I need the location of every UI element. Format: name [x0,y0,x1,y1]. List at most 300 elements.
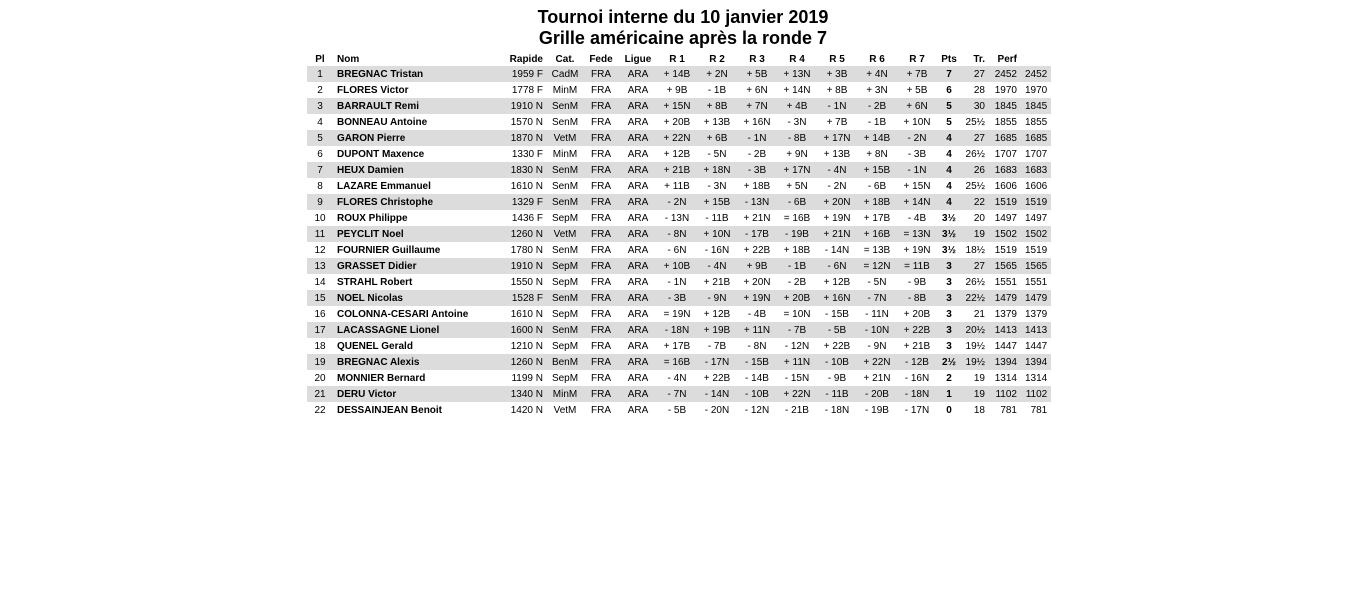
cell-round-3: + 7N [737,98,777,114]
cell-round-7: = 11B [897,258,937,274]
cell-round-7: - 2N [897,130,937,146]
header-round-7: R 7 [909,53,925,65]
cell-round-7: - 3B [907,148,927,160]
cell-performance-2: 1565 [1021,258,1051,274]
cell-rating: 1610 N [510,308,543,320]
cell-category: SenM [551,244,579,256]
cell-round-3: + 6N [746,84,768,96]
cell-league: ARA [627,180,649,192]
cell-round-1: + 17B [663,340,691,352]
cell-round-1: + 11B [664,180,690,192]
cell-performance: 1379 [994,308,1017,320]
cell-round-4: + 13N [777,66,817,82]
cell-category: SenM [547,290,583,306]
cell-tiebreak: 19½ [965,340,985,352]
page-header [0,7,1366,49]
cell-round-2: + 2N [697,66,737,82]
header-round-3: R 3 [749,53,765,65]
cell-league: ARA [619,130,657,146]
table-row [307,354,1051,370]
cell-round-3: - 10B [737,386,777,402]
cell-federation: FRA [591,308,611,320]
cell-performance-2: 1855 [1025,116,1048,128]
cell-round-3: - 8N [747,340,767,352]
table-row [307,114,1051,130]
cell-rank: 4 [317,116,323,128]
header-round-6: R 6 [869,53,885,65]
cell-rank: 1 [307,66,333,82]
cell-round-4: - 8B [777,130,817,146]
cell-performance-2: 1447 [1025,340,1048,352]
header-rating: Rapide [509,53,543,65]
cell-rank: 3 [307,98,333,114]
cell-rank: 20 [314,372,326,384]
table-row [307,338,1051,354]
cell-round-5: - 4N [817,162,857,178]
cell-federation: FRA [591,212,611,224]
cell-rank: 6 [317,148,323,160]
cell-name: FLORES Christophe [333,194,499,210]
cell-rating: 1436 F [511,212,543,224]
cell-league: ARA [627,212,649,224]
cell-performance-2: 1683 [1021,162,1051,178]
cell-round-4: + 20B [777,290,817,306]
cell-points: 3 [946,340,952,352]
cell-performance: 1447 [994,340,1017,352]
cell-points: 3 [946,276,952,288]
cell-league: ARA [627,404,649,416]
cell-round-3: - 2B [747,148,767,160]
cell-category: SenM [547,162,583,178]
cell-round-2: - 3N [707,180,727,192]
table-row [307,66,1051,82]
cell-performance-2: 1413 [1021,322,1051,338]
cell-round-1: + 12B [663,148,691,160]
header-performance-2 [1021,52,1051,66]
cell-round-3: + 11N [737,322,777,338]
cell-rank: 18 [314,340,326,352]
cell-rank: 2 [317,84,323,96]
cell-round-7: - 12B [897,354,937,370]
cell-round-4: - 6B [777,194,817,210]
cell-rank: 5 [307,130,333,146]
cell-performance-2: 2452 [1021,66,1051,82]
table-row [307,178,1051,194]
cell-round-7: - 9B [907,276,927,288]
header-performance: Perf [997,53,1017,65]
cell-rating: 1329 F [499,194,547,210]
cell-league: ARA [627,84,649,96]
cell-performance-2: 1519 [1021,194,1051,210]
cell-round-7: + 15N [903,180,931,192]
cell-round-6: - 10N [857,322,897,338]
cell-rank: 10 [314,212,326,224]
cell-name: ROUX Philippe [337,212,408,224]
cell-rank: 12 [314,244,326,256]
cell-tiebreak: 19 [961,226,989,242]
cell-rating: 1199 N [511,372,543,384]
cell-tiebreak: 22 [961,194,989,210]
cell-name: LACASSAGNE Lionel [333,322,499,338]
cell-federation: FRA [591,340,611,352]
cell-round-4: - 12N [784,340,810,352]
cell-category: SepM [547,258,583,274]
cell-round-5: + 19N [823,212,851,224]
cell-points: 4 [946,180,952,192]
cell-performance-2: 1551 [1025,276,1048,288]
cell-rating: 1610 N [510,180,543,192]
cell-round-1: + 10B [657,258,697,274]
cell-league: ARA [627,340,649,352]
cell-performance-2: 1606 [1025,180,1048,192]
cell-round-4: + 22N [777,386,817,402]
cell-points: 3½ [942,212,956,224]
cell-rating: 1260 N [499,354,547,370]
cell-round-3: + 5B [737,66,777,82]
cell-round-5: + 17N [817,130,857,146]
cell-category: SepM [551,212,579,224]
cell-round-1: + 21B [657,162,697,178]
cell-name: QUENEL Gerald [337,340,413,352]
cell-name: COLONNA-CESARI Antoine [337,308,469,320]
cell-tiebreak: 19 [973,372,985,384]
table-row [307,402,1051,418]
cell-points: 0 [946,404,952,416]
cell-round-6: - 20B [857,386,897,402]
cell-performance: 1519 [994,244,1017,256]
cell-round-2: - 7B [707,340,727,352]
cell-round-7: - 1N [897,162,937,178]
standings-body [307,66,1051,418]
cell-performance: 1314 [994,372,1017,384]
cell-round-2: + 15B [697,194,737,210]
cell-round-3: + 22B [743,244,771,256]
cell-federation: FRA [583,98,619,114]
table-row [307,386,1051,402]
cell-points: 4 [937,162,961,178]
cell-round-5: + 22B [823,340,851,352]
cell-points: 3 [946,308,952,320]
cell-tiebreak: 26 [961,162,989,178]
cell-tiebreak: 26½ [965,148,985,160]
cell-round-3: - 13N [737,194,777,210]
cell-tiebreak: 25½ [965,180,985,192]
cell-category: SenM [547,194,583,210]
cell-points: 4 [937,130,961,146]
cell-federation: FRA [583,290,619,306]
cell-tiebreak: 21 [973,308,985,320]
cell-round-7: + 5B [906,84,928,96]
cell-performance-2: 1502 [1021,226,1051,242]
cell-category: CadM [547,66,583,82]
cell-round-6: - 6B [867,180,887,192]
cell-round-1: - 18N [657,322,697,338]
cell-performance-2: 1314 [1025,372,1048,384]
cell-performance: 1845 [989,98,1021,114]
header-round-4: R 4 [789,53,805,65]
cell-round-1: - 8N [657,226,697,242]
cell-round-2: + 6B [697,130,737,146]
cell-performance: 1479 [989,290,1021,306]
cell-round-2: - 17N [697,354,737,370]
cell-round-6: = 12N [857,258,897,274]
cell-performance: 1707 [994,148,1017,160]
table-row [307,258,1051,274]
cell-federation: FRA [591,276,611,288]
cell-round-2: + 21B [703,276,731,288]
cell-round-3: - 15B [737,354,777,370]
cell-round-2: - 5N [707,148,727,160]
cell-name: GRASSET Didier [333,258,499,274]
cell-round-6: + 3N [866,84,888,96]
header-round-1: R 1 [669,53,685,65]
cell-category: SepM [551,372,579,384]
cell-round-5: + 13B [823,148,851,160]
cell-round-3: - 1N [737,130,777,146]
cell-round-3: + 18B [743,180,771,192]
header-row [307,52,1051,66]
cell-federation: FRA [583,258,619,274]
cell-points: 3 [937,290,961,306]
cell-round-7: + 22B [897,322,937,338]
cell-federation: FRA [591,116,611,128]
cell-rating: 1528 F [499,290,547,306]
cell-round-2: + 18N [697,162,737,178]
cell-round-5: + 20N [817,194,857,210]
cell-round-5: + 12B [823,276,851,288]
cell-rank: 13 [307,258,333,274]
table-row [307,274,1051,290]
cell-performance-2: 1379 [1025,308,1048,320]
cell-round-2: + 8B [697,98,737,114]
cell-round-6: + 22N [857,354,897,370]
table-row [307,194,1051,210]
cell-category: BenM [547,354,583,370]
table-row [307,98,1051,114]
cell-federation: FRA [583,66,619,82]
cell-federation: FRA [591,404,611,416]
cell-category: SepM [551,308,579,320]
cell-points: 5 [946,116,952,128]
cell-round-5: + 7B [826,116,848,128]
cell-rank: 14 [314,276,326,288]
cell-rank: 7 [307,162,333,178]
cell-rank: 21 [307,386,333,402]
cell-round-3: - 4B [747,308,767,320]
cell-tiebreak: 27 [961,258,989,274]
cell-name: FOURNIER Guillaume [337,244,441,256]
cell-round-4: = 16B [783,212,811,224]
cell-rating: 1260 N [499,226,547,242]
cell-round-5: - 9B [827,372,847,384]
page-title: Tournoi interne du 10 janvier 2019 [537,7,829,27]
cell-league: ARA [619,226,657,242]
cell-performance-2: 1845 [1021,98,1051,114]
cell-tiebreak: 18 [973,404,985,416]
cell-name: BONNEAU Antoine [337,116,428,128]
cell-name: BREGNAC Alexis [333,354,499,370]
cell-round-1: + 15N [657,98,697,114]
cell-rank: 17 [307,322,333,338]
cell-league: ARA [619,322,657,338]
cell-rating: 1778 F [511,84,543,96]
header-round-2: R 2 [709,53,725,65]
cell-round-4: = 10N [783,308,811,320]
cell-round-6: + 4N [857,66,897,82]
cell-round-1: - 4N [667,372,687,384]
cell-performance: 1683 [989,162,1021,178]
table-row [307,82,1051,98]
table-row [307,290,1051,306]
cell-rating: 1959 F [499,66,547,82]
cell-round-2: - 16N [704,244,730,256]
header-category: Cat. [555,53,575,65]
cell-rating: 1550 N [510,276,543,288]
cell-league: ARA [619,354,657,370]
cell-federation: FRA [591,244,611,256]
cell-federation: FRA [583,130,619,146]
cell-round-5: - 18N [824,404,850,416]
cell-round-1: = 19N [663,308,691,320]
cell-tiebreak: 20 [973,212,985,224]
cell-round-2: + 10N [697,226,737,242]
cell-round-7: + 6N [897,98,937,114]
cell-federation: FRA [583,386,619,402]
cell-rating: 1600 N [499,322,547,338]
cell-league: ARA [619,66,657,82]
cell-performance: 1855 [994,116,1017,128]
cell-performance: 1502 [989,226,1021,242]
cell-federation: FRA [583,322,619,338]
cell-federation: FRA [591,84,611,96]
cell-round-4: + 11N [777,354,817,370]
cell-round-5: + 16N [817,290,857,306]
cell-round-5: - 1N [817,98,857,114]
cell-round-6: - 1B [867,116,887,128]
cell-performance: 1497 [994,212,1017,224]
cell-round-6: - 2B [857,98,897,114]
cell-round-7: - 17N [904,404,930,416]
cell-round-3: + 21N [743,212,771,224]
cell-performance: 1102 [989,386,1021,402]
cell-round-1: - 13N [664,212,690,224]
cell-round-1: + 22N [657,130,697,146]
cell-round-6: + 18B [857,194,897,210]
cell-round-2: - 4N [697,258,737,274]
cell-round-2: + 13B [703,116,731,128]
header-league: Ligue [624,53,652,65]
cell-round-7: - 4B [907,212,927,224]
cell-tiebreak: 18½ [965,244,985,256]
cell-performance-2: 1970 [1025,84,1048,96]
cell-rating: 1340 N [499,386,547,402]
cell-round-3: + 16N [743,116,771,128]
cell-round-4: + 4B [777,98,817,114]
cell-category: VetM [547,130,583,146]
cell-federation: FRA [591,372,611,384]
cell-rating: 1780 N [510,244,543,256]
cell-performance-2: 1519 [1025,244,1048,256]
cell-category: MinM [552,84,578,96]
cell-round-1: = 16B [657,354,697,370]
cell-round-7: - 8B [897,290,937,306]
cell-round-1: + 9B [666,84,688,96]
cell-tiebreak: 28 [973,84,985,96]
cell-round-3: + 20N [743,276,771,288]
cell-tiebreak: 27 [961,130,989,146]
cell-rank: 22 [314,404,326,416]
cell-round-4: - 2B [787,276,807,288]
cell-category: VetM [553,404,577,416]
cell-performance: 2452 [989,66,1021,82]
table-row [307,226,1051,242]
cell-league: ARA [619,386,657,402]
cell-performance-2: 1394 [1021,354,1051,370]
cell-tiebreak: 25½ [965,116,985,128]
cell-round-4: - 3N [787,116,807,128]
cell-rating: 1210 N [510,340,543,352]
cell-name: DESSAINJEAN Benoit [337,404,443,416]
cell-round-6: - 9N [867,340,887,352]
cell-round-4: + 14N [783,84,811,96]
cell-round-4: - 19B [777,226,817,242]
cell-name: PEYCLIT Noel [333,226,499,242]
cell-round-4: - 1B [777,258,817,274]
cell-rank: 9 [307,194,333,210]
cell-category: SenM [547,322,583,338]
cell-league: ARA [619,194,657,210]
cell-category: VetM [547,226,583,242]
cell-rating: 1910 N [499,98,547,114]
cell-round-3: + 9B [737,258,777,274]
cell-points: 3½ [937,226,961,242]
cell-rating: 1330 F [511,148,543,160]
cell-league: ARA [619,162,657,178]
cell-performance-2: 1102 [1021,386,1051,402]
table-row [307,370,1051,386]
cell-tiebreak: 22½ [961,290,989,306]
cell-category: MinM [547,386,583,402]
cell-points: 4 [937,194,961,210]
cell-round-6: + 14B [857,130,897,146]
cell-name: LAZARE Emmanuel [337,180,431,192]
cell-round-1: - 1N [667,276,687,288]
cell-performance: 1606 [994,180,1017,192]
cell-round-2: - 1B [707,84,727,96]
cell-round-1: - 6N [667,244,687,256]
cell-performance: 1685 [989,130,1021,146]
cell-name: BARRAULT Remi [333,98,499,114]
cell-round-2: - 14N [697,386,737,402]
cell-round-2: - 11B [705,212,729,224]
cell-performance-2: 1685 [1021,130,1051,146]
cell-round-3: - 17B [737,226,777,242]
cell-round-6: - 19B [865,404,889,416]
header-round-5: R 5 [829,53,845,65]
cell-name: GARON Pierre [333,130,499,146]
cell-round-7: + 21B [903,340,931,352]
cell-federation: FRA [591,148,611,160]
table-row [307,162,1051,178]
page-subtitle: Grille américaine après la ronde 7 [538,28,828,48]
cell-round-5: - 14N [824,244,850,256]
cell-tiebreak: 30 [961,98,989,114]
cell-performance: 1413 [989,322,1021,338]
cell-league: ARA [627,372,649,384]
cell-rank: 16 [314,308,326,320]
cell-round-6: = 13B [863,244,891,256]
cell-rank: 8 [317,180,323,192]
